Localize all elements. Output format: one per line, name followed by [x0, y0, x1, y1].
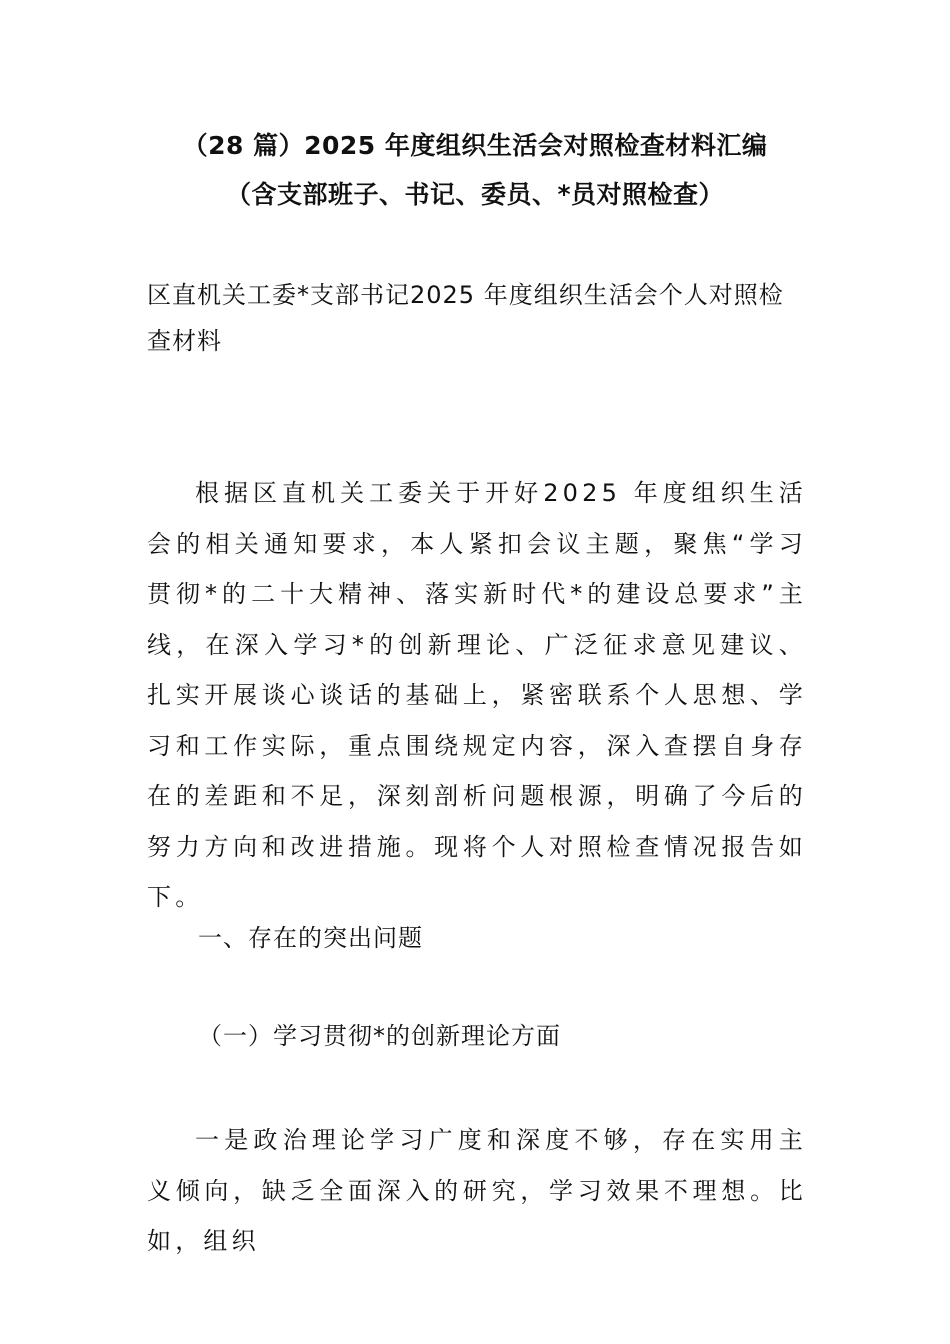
document-title-line-1: （28 篇）2025 年度组织生活会对照检查材料汇编 [182, 131, 768, 160]
document-title-line-2: （含支部班子、书记、委员、*员对照检查） [225, 180, 725, 209]
point-one-paragraph: 一是政治理论学习广度和深度不够，存在实用主义倾向，缺乏全面深入的研究，学习效果不理想。比如，组织 [147, 1126, 807, 1255]
section-heading: 一、存在的突出问题 [198, 924, 423, 952]
document-subtitle: 区直机关工委*支部书记2025 年度组织生活会个人对照检查材料 [147, 281, 784, 355]
intro-paragraph: 根据区直机关工委关于开好2025 年度组织生活会的相关通知要求，本人紧扣会议主题，聚焦“学习贯彻*的二十大精神、落实新时代*的建设总要求”主线，在深入学习*的创新理论、广泛征求意见建议、扎实开展谈心谈话的基础上，紧密联系个人思想、学习和工作实际，重点围绕规定内容，深入查摆自身存在的差距和不足，深刻剖析问题根源，明确了今后的努力方向和改进措施。现将个人对照检查情况报告如下。 [147, 479, 807, 911]
subsection-heading: （一）学习贯彻*的创新理论方面 [198, 1022, 561, 1050]
